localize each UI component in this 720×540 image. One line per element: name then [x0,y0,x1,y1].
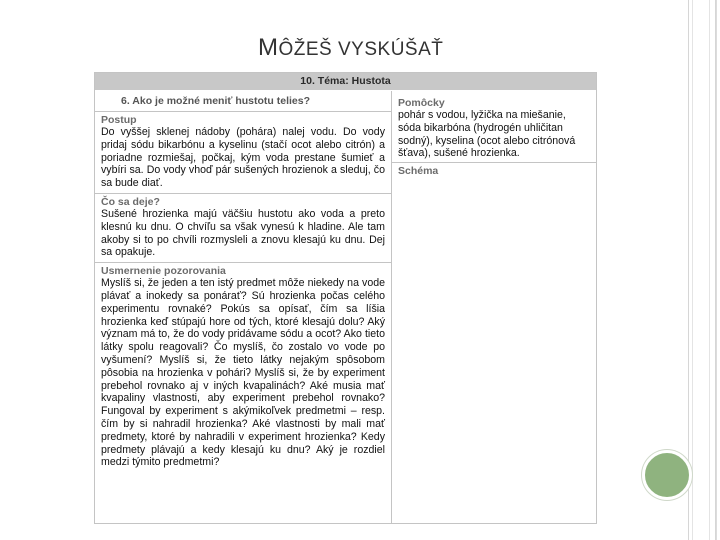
slide-title [258,34,443,62]
decorative-line [692,0,693,540]
postup-text: Do vyššej sklenej nádoby (pohára) nalej vodu. Do vody pridaj sódu bikarbónu a kyselinu (stačí ocot alebo citrón) a poriadne rozmiešaj, počkaj, kým voda prestane šumieť a vybíri sa. Do vody vhoď pár sušených hrozienok a sleduj, čo sa bude diať. [101,126,385,190]
section-co-sa-deje [95,194,391,263]
co-sa-deje-heading: Čo sa deje? [101,195,160,208]
usmernenie-heading: Usmernenie pozorovania [101,265,226,278]
worksheet-header: 10. Téma: Hustota [95,73,596,90]
decorative-green-circle [642,450,692,500]
worksheet-panel [94,72,597,524]
pomocky-text: pohár s vodou, lyžička na miešanie, sóda bikarbóna (hydrogén uhličitan sodný), kyselina (ocot alebo citrónová šťava), sušené hrozienka. [392,109,596,163]
co-sa-deje-text: Sušené hrozienka majú väčšiu hustotu ako voda a preto klesnú ku dnu. O chvíľu sa však vynesú k hladine. Ale tam akoby si to po chvíli rozmysleli a znovu klesajú ku dnu. Dej sa opakuje. [101,207,385,259]
slide-title-rest: ÔŽEŠ VYSKÚŠAŤ [278,39,444,60]
pomocky-heading: Pomôcky [398,97,445,109]
left-column [95,91,392,523]
decorative-line [716,0,717,540]
slide-title-initial: M [258,34,279,61]
decorative-line [709,0,710,540]
schema-heading: Schéma [398,165,439,178]
question-heading: 6. Ako je možné meniť hustotu telies? [95,91,391,112]
right-column [392,91,596,523]
section-postup [95,112,391,194]
postup-heading: Postup [101,114,137,126]
usmernenie-text: Myslíš si, že jeden a ten istý predmet môže niekedy na vode plávať a inokedy sa ponárať? Sú hrozienka počas celého experimentu rovnaké? Pokús sa opísať, čím sa líšia hrozienka keď stúpajú hore od tých, ktoré klesajú dolu? Aký význam má to, že do vody pridávame sódu a ocot? Ako tieto látky spolu reagovali? Čo myslíš, čo zostalo vo vode po vyšumení? Myslíš si, že tieto látky nejakým spôsobom pôsobia na hrozienka v poháriʔ Myslíš si, že by experiment prebehol rovnako aj v iných kvapalinách? Aké musia mať kvapaliny vlastnosti, aby experiment prebehol rovnako? Fungoval by experiment s akýmikoľvek predmetmi – resp. čím by si nahradil hrozienka? Aké vlastnosti by mali mať predmety, ktoré by nahradili v experiment hrozienka? Kedy predmety plávajú a kedy klesajú ku dnu? Aký je rozdiel medzi týmito predmetmi? [101,277,385,469]
section-usmernenie [95,263,391,472]
